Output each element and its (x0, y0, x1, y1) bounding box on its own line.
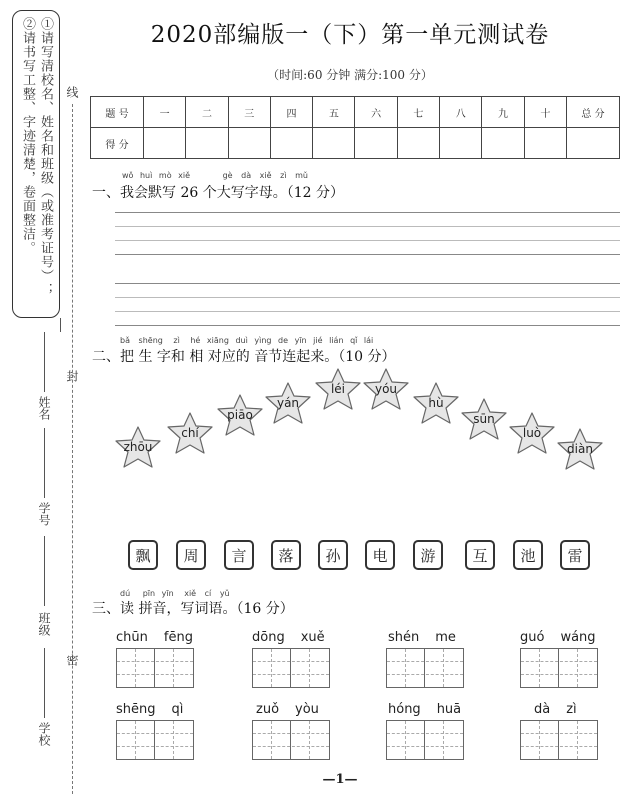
score-header-cell: 二 (186, 97, 228, 128)
character-box[interactable]: 言 (224, 540, 254, 570)
score-header-cell: 十 (524, 97, 566, 128)
notice-line-1: ①请写清校名、姓名和班级（或准考证号）； (38, 17, 53, 297)
score-table-score-row (91, 128, 620, 159)
binding-label-mi: 密 (65, 654, 79, 666)
syllable-star[interactable] (262, 380, 314, 426)
syllable-label: léi (330, 382, 346, 396)
character-box[interactable]: 周 (176, 540, 206, 570)
syllable-label: zhōu (123, 440, 153, 454)
character-box[interactable]: 雷 (560, 540, 590, 570)
syllable-star[interactable] (458, 396, 510, 442)
writing-grid[interactable] (116, 720, 194, 760)
page-title: 2020部编版一（下）第一单元测试卷 (150, 22, 550, 48)
score-header-cell: 九 (482, 97, 524, 128)
syllable-label: yóu (374, 382, 398, 396)
syllable-star[interactable] (506, 410, 558, 456)
score-cell[interactable] (186, 128, 228, 159)
writing-line (115, 240, 620, 241)
syllable-label: yán (276, 396, 300, 410)
binding-label-feng: 封 (65, 370, 79, 382)
writing-grid[interactable] (386, 648, 464, 688)
score-header-cell: 六 (355, 97, 397, 128)
number-blank[interactable] (44, 428, 45, 498)
q1-pinyin: wǒ huì mò xiě gè dà xiě zì mǔ (122, 171, 308, 180)
score-header-cell: 四 (270, 97, 312, 128)
writing-grid[interactable] (116, 648, 194, 688)
word-pinyin: hóng huā (388, 702, 462, 717)
character-box[interactable]: 互 (465, 540, 495, 570)
label-name: 姓名 (37, 396, 51, 420)
score-table-header-row (91, 97, 620, 128)
syllable-star[interactable] (554, 426, 606, 472)
notice-box (12, 10, 60, 318)
score-header-cell: 五 (313, 97, 355, 128)
score-cell[interactable] (567, 128, 620, 159)
label-class: 班级 (37, 612, 51, 636)
score-header-cell: 八 (440, 97, 482, 128)
syllable-star[interactable] (214, 392, 266, 438)
writing-grid[interactable] (520, 720, 598, 760)
word-pinyin: shén me (388, 630, 456, 645)
score-cell[interactable] (440, 128, 482, 159)
writing-grid[interactable] (386, 720, 464, 760)
score-cell[interactable] (482, 128, 524, 159)
word-pinyin: guó wáng (520, 630, 596, 645)
q2-pinyin: bǎ shēng zì hé xiāng duì yìng de yīn jié lián qǐ lái (120, 336, 374, 345)
exam-info: （时间:60 分钟 满分:100 分） (267, 68, 433, 82)
word-pinyin: chūn fēng (116, 630, 193, 645)
q3-pinyin: dú pīn yīn xiě cí yǔ (120, 589, 230, 598)
syllable-star[interactable] (410, 380, 462, 426)
syllable-label: hù (428, 396, 444, 410)
writing-line (115, 325, 620, 326)
score-cell[interactable] (397, 128, 439, 159)
syllable-label: luò (522, 426, 542, 440)
syllable-label: diàn (567, 442, 593, 456)
syllable-label: chí (181, 426, 199, 440)
score-cell[interactable] (524, 128, 566, 159)
binding-line (60, 318, 61, 332)
score-header-cell: 七 (397, 97, 439, 128)
character-box[interactable]: 孙 (318, 540, 348, 570)
syllable-star[interactable] (360, 366, 412, 412)
q1-title: 一、我会默写 26 个大写字母。（12 分） (92, 185, 344, 201)
writing-line (115, 226, 620, 227)
syllable-star[interactable] (312, 366, 364, 412)
writing-grid[interactable] (252, 720, 330, 760)
word-pinyin: shēng qì (116, 702, 184, 717)
writing-line[interactable] (115, 212, 620, 213)
seal-dashed-line (72, 104, 73, 794)
label-school: 学校 (37, 722, 51, 746)
syllable-label: piāo (227, 408, 253, 422)
character-box[interactable]: 落 (271, 540, 301, 570)
writing-line[interactable] (115, 283, 620, 284)
notice-line-2: ②请书写工整、字迹清楚，卷面整洁。 (20, 17, 35, 255)
character-box[interactable]: 游 (413, 540, 443, 570)
page-number: —1— (322, 772, 358, 787)
writing-line (115, 311, 620, 312)
score-cell[interactable] (228, 128, 270, 159)
score-header-cell: 总 分 (567, 97, 620, 128)
score-cell[interactable] (144, 128, 186, 159)
writing-line (115, 254, 620, 255)
score-header-cell: 一 (144, 97, 186, 128)
character-box[interactable]: 电 (365, 540, 395, 570)
word-pinyin: dōng xuě (252, 630, 325, 645)
score-header-cell: 题 号 (91, 97, 144, 128)
score-header-cell: 三 (228, 97, 270, 128)
score-table (90, 96, 620, 159)
school-blank[interactable] (44, 648, 45, 718)
character-box[interactable]: 飘 (128, 540, 158, 570)
word-pinyin: dà zì (534, 702, 577, 717)
score-cell[interactable] (270, 128, 312, 159)
score-cell[interactable] (313, 128, 355, 159)
binding-label-xian: 线 (65, 86, 79, 98)
class-blank[interactable] (44, 536, 45, 606)
writing-grid[interactable] (252, 648, 330, 688)
syllable-star[interactable] (164, 410, 216, 456)
label-number: 学号 (37, 502, 51, 526)
score-cell[interactable] (355, 128, 397, 159)
syllable-label: sūn (473, 412, 495, 426)
name-blank[interactable] (44, 332, 45, 392)
syllable-star[interactable] (112, 424, 164, 470)
writing-grid[interactable] (520, 648, 598, 688)
q2-title: 二、把 生 字和 相 对应的 音节连起来。（10 分） (92, 349, 396, 365)
character-box[interactable]: 池 (513, 540, 543, 570)
word-pinyin: zuǒ yòu (256, 702, 319, 717)
score-row-label: 得 分 (91, 128, 144, 159)
writing-line (115, 297, 620, 298)
q3-title: 三、读 拼音，写词语。（16 分） (92, 601, 294, 617)
